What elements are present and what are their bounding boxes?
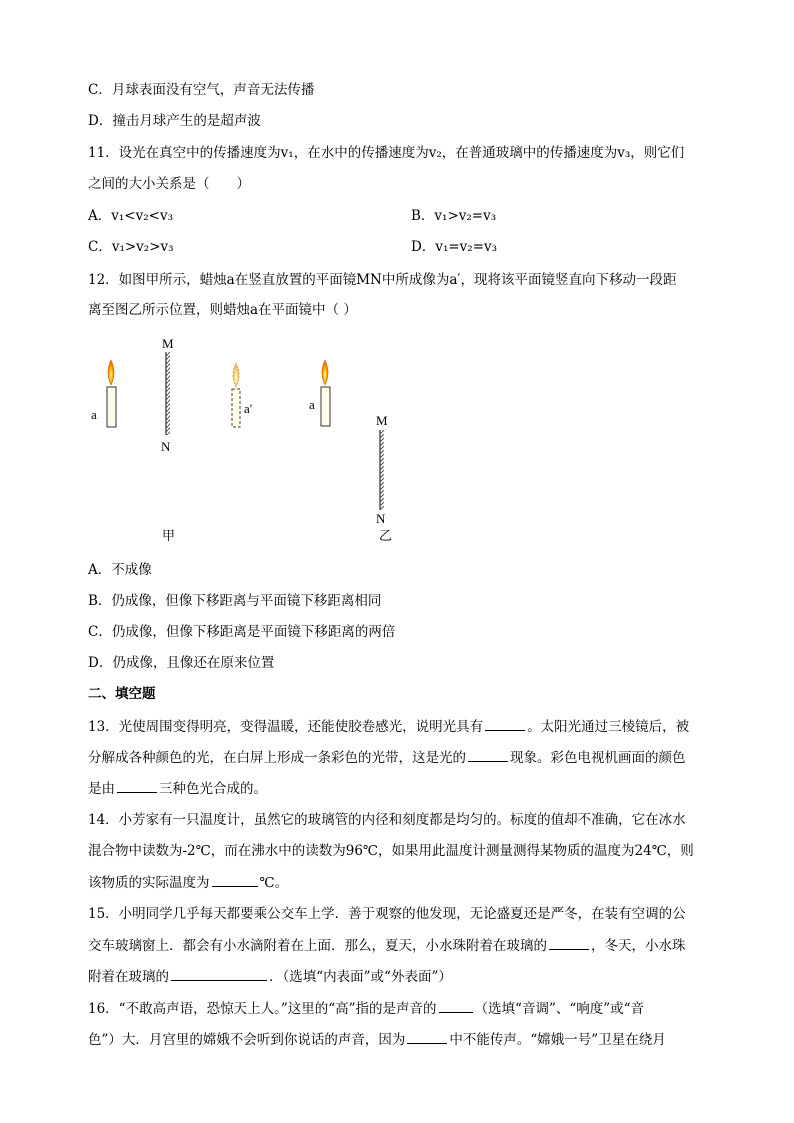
q14-text: 该物质的实际温度为: [88, 875, 210, 891]
q14-line2: 混合物中读数为-2℃，而在沸水中的读数为96℃，如果用此温度计测量测得某物质的温度为24℃，则: [88, 843, 694, 859]
q15-text: 附着在玻璃的: [88, 969, 169, 985]
answer-blank[interactable]: [549, 935, 589, 950]
figure-drawing: [0, 330, 794, 550]
candle-a-yi: [321, 360, 330, 426]
q16-text: 中不能传声。“嫦娥一号”卫星在绕月: [449, 1032, 666, 1048]
q13-line1: [88, 716, 689, 737]
answer-blank[interactable]: [171, 966, 267, 981]
q11-option-a: A．v₁<v₂<v₃: [88, 208, 173, 224]
q10-option-c: C．月球表面没有空气，声音无法传播: [88, 82, 315, 98]
q15-line1: 15．小明同学几乎每天都要乘公交车上学．善于观察的他发现，无论盛夏还是严冬，在装有空调的公: [88, 906, 686, 922]
q15-text: ．（选填“内表面”或“外表面”）: [269, 969, 452, 985]
q15-line2: [88, 935, 686, 956]
q16-text: 16．“不敢高声语，恐惊天上人。”这里的“高”指的是声音的: [88, 1001, 437, 1017]
q16-line1: [88, 998, 644, 1019]
answer-blank[interactable]: [407, 1029, 447, 1044]
q11-option-b: B．v₁>v₂=v₃: [411, 208, 497, 224]
q16-text: 色”）大．月宫里的嫦娥不会听到你说话的声音，因为: [88, 1032, 406, 1048]
section-fill-in-title: 二、填空题: [88, 686, 156, 702]
caption-yi: 乙: [379, 528, 393, 543]
q13-text: 是由: [88, 781, 115, 797]
answer-blank[interactable]: [485, 716, 525, 731]
caption-jia: 甲: [162, 528, 176, 543]
q12-stem-line2: 离至图乙所示位置，则蜡烛a在平面镜中（ ）: [88, 302, 357, 318]
q13-text: 。太阳光通过三棱镜后，被: [527, 719, 690, 735]
q11-option-d: D．v₁=v₂=v₃: [411, 239, 498, 255]
label-a-jia: a: [91, 407, 97, 422]
answer-blank[interactable]: [468, 747, 508, 762]
label-m-jia: M: [162, 336, 174, 351]
q12-option-c: C．仍成像，但像下移距离是平面镜下移距离的两倍: [88, 624, 396, 640]
q14-line3: [88, 872, 288, 893]
label-m-yi: M: [376, 413, 388, 428]
q16-text: （选填“音调”、“响度”或“音: [474, 1001, 645, 1017]
label-n-jia: N: [161, 439, 171, 454]
label-n-yi: N: [376, 511, 386, 526]
q15-text: 交车玻璃窗上．都会有小水滴附着在上面．那么，夏天，小水珠附着在玻璃的: [88, 938, 547, 954]
q11-option-c: C．v₁>v₂>v₃: [88, 239, 174, 255]
label-a-yi: a: [309, 397, 315, 412]
q13-line2: [88, 747, 686, 768]
q14-line1: 14．小芳家有一只温度计，虽然它的玻璃管的内径和刻度都是均匀的。标度的值却不准确，它在冰水: [88, 812, 686, 828]
q13-text: 13．光使周围变得明亮，变得温暖，还能使胶卷感光，说明光具有: [88, 719, 484, 735]
q12-option-d: D．仍成像，且像还在原来位置: [88, 655, 275, 671]
q12-option-a: A．不成像: [88, 562, 152, 578]
q13-text: 现象。彩色电视机画面的颜色: [510, 750, 686, 766]
q10-option-d: D．撞击月球产生的是超声波: [88, 113, 261, 129]
label-a-prime: a': [244, 401, 253, 416]
q13-line3: [88, 778, 267, 799]
mirror-yi: [380, 430, 384, 510]
answer-blank[interactable]: [439, 998, 473, 1013]
q16-line2: [88, 1029, 666, 1050]
answer-blank[interactable]: [212, 872, 258, 887]
q13-text: 三种色光合成的。: [159, 781, 267, 797]
q11-stem-line1: 11．设光在真空中的传播速度为v₁，在水中的传播速度为v₂，在普通玻璃中的传播速度为v₃，则它们: [88, 145, 685, 161]
q15-text: ，冬天，小水珠: [591, 938, 686, 954]
q15-line3: [88, 966, 452, 987]
q11-stem-line2: 之间的大小关系是（ ）: [88, 176, 250, 192]
mirror-candle-figure: [0, 330, 794, 550]
candle-image-a-prime: [232, 363, 240, 427]
q14-text: ℃。: [259, 875, 289, 891]
q12-stem-line1: 12．如图甲所示，蜡烛a在竖直放置的平面镜MN中所成像为a′，现将该平面镜竖直向下移动一段距: [88, 272, 677, 288]
candle-a-jia: [107, 360, 116, 427]
q13-text: 分解成各种颜色的光，在白屏上形成一条彩色的光带，这是光的: [88, 750, 466, 766]
mirror-jia: [166, 352, 170, 435]
answer-blank[interactable]: [117, 778, 157, 793]
q12-option-b: B．仍成像，但像下移距离与平面镜下移距离相同: [88, 593, 382, 609]
